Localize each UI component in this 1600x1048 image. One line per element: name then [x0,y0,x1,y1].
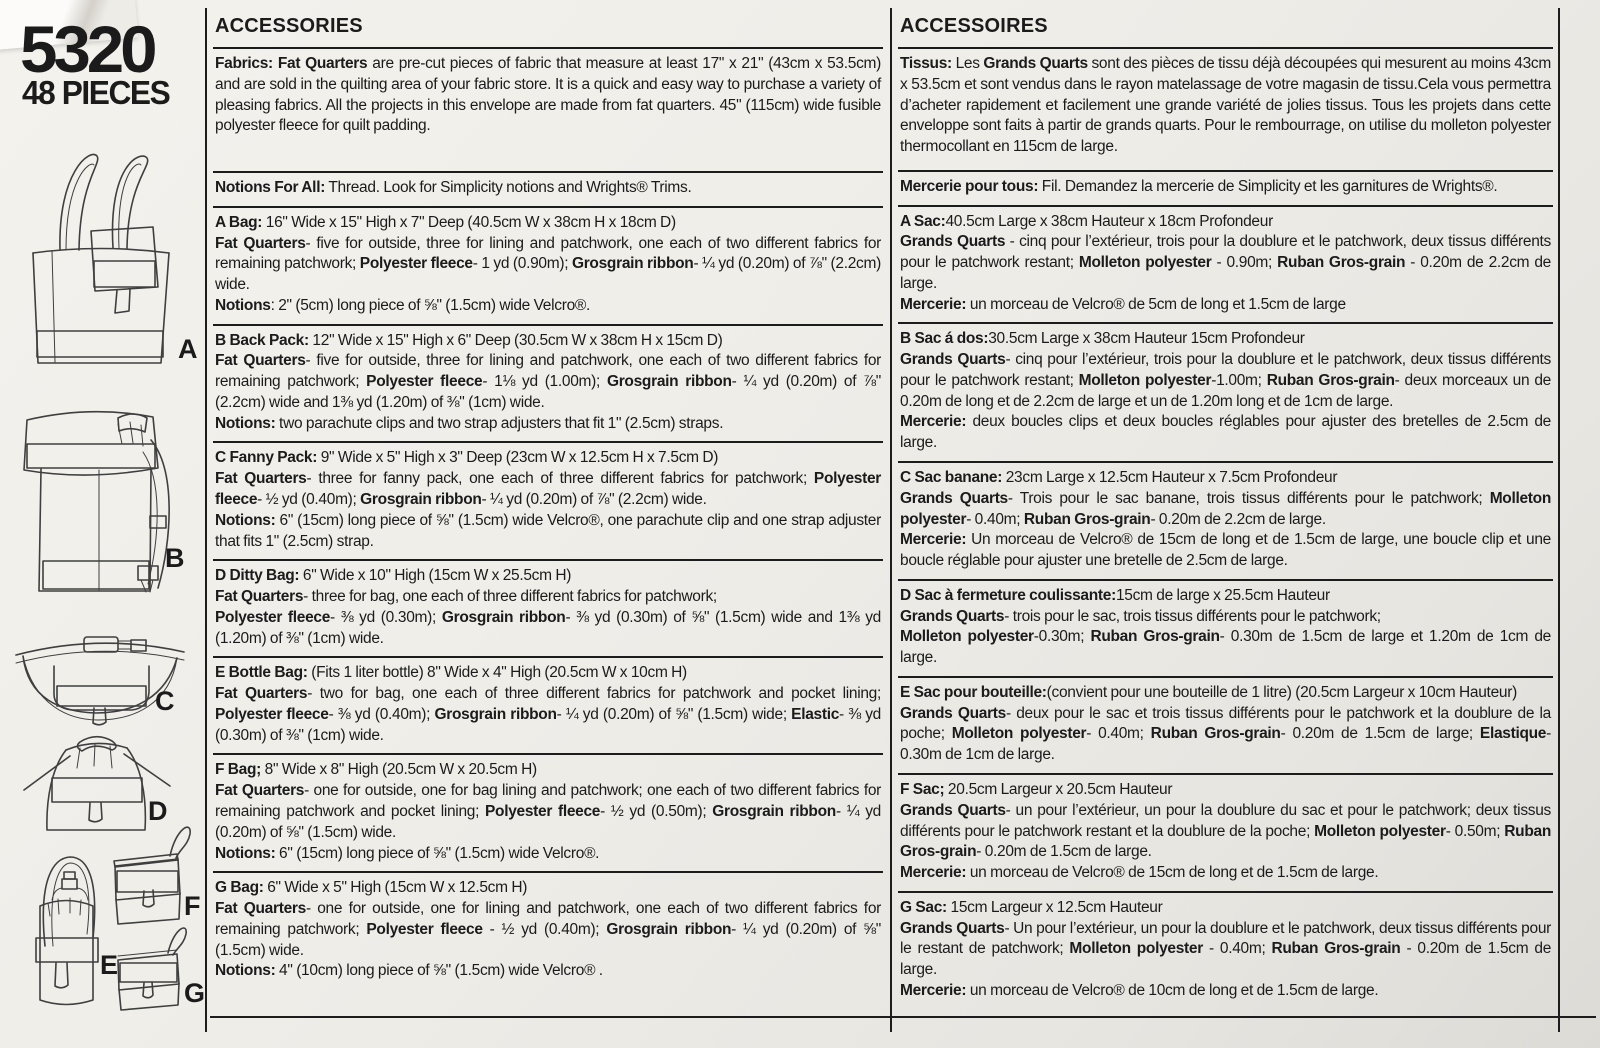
text-run: 16" Wide x 15" High x 7" Deep (40.5cm W x 38cm H x 18cm D) [262,213,676,231]
text-run: - two for bag, one each of three different fabrics for patchwork and pocket lining; [307,685,881,703]
text-run: - 1⅛ yd (1.00m); [482,373,607,391]
text-run: 20.5cm Largeur x 20.5cm Hauteur [944,780,1173,798]
bold-text-run: Ruban Gros-grain [1023,510,1151,528]
text-run: - cinq pour l’extérieur, trois pour la doublure et le patchwork, deux tissus différents pour le patchwork restant; [900,233,1551,272]
text-run: - 0.30m de 1cm de large. [900,725,1551,764]
paragraph [215,511,881,553]
bold-text-run: Grands Quarts [900,233,1006,251]
section-fabrics-intro [213,47,883,171]
paragraph [215,54,881,137]
text-run: Fil. Demandez la mercerie de Simplicity et les garnitures de Wrights®. [1038,177,1498,195]
figure-label-f: F [184,891,200,921]
text-run: - ½ yd (0.40m); [482,920,607,938]
bold-text-run: Polyester fleece [359,255,473,273]
bold-text-run: Fat Quarters [215,685,308,703]
paragraph [215,414,881,435]
bold-text-run: Ruban Gros-grain [1150,725,1281,743]
bag-e-sketch [36,857,98,1005]
section-e-sac-bouteille [898,676,1553,773]
bold-text-run: Polyester fleece [366,373,483,391]
section-notions-for-all [213,171,883,206]
paragraph [215,961,881,982]
text-run: - 0.50m; [1445,822,1505,840]
paragraph [215,331,881,352]
section-f-sac [898,773,1553,891]
section-mercerie-pour-tous [898,170,1553,205]
text-run: - 0.40m; [1086,725,1151,743]
text-run: - 0.20m de 2.2cm de large. [900,254,1551,292]
bold-text-run: Grosgrain ribbon [606,920,732,938]
bold-text-run: Grosgrain ribbon [360,491,482,509]
bold-text-run: F Bag; [215,761,262,779]
bold-text-run: Ruban Gros-grain [900,822,1551,861]
text-run: - trois pour le sac, trois tissus différents pour le patchwork; [1004,607,1381,625]
bold-text-run: A Sac: [900,212,946,230]
bold-text-run: Molleton polyester [900,489,1551,528]
figure-label-g: G [184,978,205,1008]
text-run: - Un pour l’extérieur, un pour la doublure et le patchwork, deux tissus différents pour le restant de patchwork; [900,919,1551,958]
text-run: 6" Wide x 10" High (15cm W x 25.5cm H) [299,567,572,585]
text-run: - ⅜ yd (0.30m) of ⅝" (1.5cm) wide and 1⅜ yd (1.20m) of ⅜" (1cm) wide. [215,608,881,647]
text-run: (Fits 1 liter bottle) 8" Wide x 4" High (20.5cm W x 10cm H) [307,664,687,682]
text-run: 9" Wide x 5" High x 3" Deep (23cm W x 12.5cm H x 7.5cm D) [317,449,719,467]
paragraph [215,469,881,511]
french-column-header: ACCESSOIRES [900,15,1048,37]
paragraph [215,608,881,650]
bold-text-run: Molleton polyester [1078,371,1212,389]
bold-text-run: Mercerie: [900,981,967,999]
paragraph [900,177,1551,198]
bold-text-run: E Sac pour bouteille: [900,683,1047,701]
paragraph [215,234,881,296]
figure-label-d: D [148,796,167,826]
figure-label-c: C [155,686,174,716]
text-run: - 0.30m de 1.5cm de large et 1.20m de 1cm de large. [900,628,1551,667]
bold-text-run: E Bottle Bag: [215,664,308,682]
paragraph [900,212,1551,233]
text-run: are pre-cut pieces of fabric that measure at least 17" x 21" (43cm x 53.5cm) and are sold in the quilting area of your fabric store. It is a quick and easy way to purchase a variety of pleasing fabrics. All the projects in this envelope are made from fat quarters. 45" (115cm) wide fusible polyester fleece for quilt padding. [215,55,882,135]
section-e-bottle-bag [213,656,883,753]
text-run: 12" Wide x 15" High x 6" Deep (30.5cm W x 38cm H x 15cm D) [308,331,723,349]
text-run: 6" (15cm) long piece of ⅝" (1.5cm) wide Velcro®, one parachute clip and one strap adjuster that fits 1" (2.5cm) strap. [215,511,881,550]
section-c-sac-banane [898,461,1553,579]
bold-text-run: Grands Quarts [900,489,1008,507]
paragraph [900,295,1551,316]
paragraph [900,329,1551,350]
text-run: 4" (10cm) long piece of ⅝" (1.5cm) wide Velcro® . [275,962,603,980]
paragraph [215,760,881,781]
bottom-rule [210,1016,1596,1018]
bold-text-run: C Sac banane: [900,469,1003,487]
bold-text-run: F Sac; [900,780,945,798]
paragraph [900,627,1551,669]
bold-text-run: Grosgrain ribbon [606,373,732,391]
paragraph [900,919,1551,981]
text-run: deux boucles clips et deux boucles réglables pour ajuster des bretelles de 2.5cm de large. [900,413,1551,452]
bold-text-run: Notions: [215,962,276,980]
bold-text-run: Grands Quarts [900,919,1005,937]
text-run: - one for outside, one for bag lining and patchwork; one each of two different fabrics for remaining patchwork and pocket lining; [215,782,882,820]
paragraph [215,899,881,961]
text-run: - ¼ yd (0.20m) of ⅝" (1.5cm) wide. [215,920,881,959]
text-run: -0.30m; [1033,628,1091,646]
paragraph [215,684,881,746]
text-run: -1.00m; [1211,371,1267,389]
section-g-sac [898,891,1553,1009]
text-run: - ½ yd (0.40m); [257,491,361,509]
figure-label-b: B [165,543,184,573]
section-a-bag [213,206,883,324]
text-run: 23cm Large x 12.5cm Hauteur x 7.5cm Profondeur [1002,469,1338,487]
text-run: 15cm de large x 25.5cm Hauteur [1115,586,1330,604]
text-run: - ¼ yd (0.20m) of ⅞" (2.2cm) wide. [215,255,881,294]
bold-text-run: Fat Quarters [215,352,306,370]
bold-text-run: Ruban Gros-grain [1266,371,1395,389]
section-b-back-pack [213,324,883,442]
text-run: - 0.20m de 2.2cm de large. [1150,510,1326,528]
section-tissus-intro [898,47,1553,170]
text-run: - deux pour le sac et trois tissus différents pour le patchwork et la doublure de la poche; [900,704,1551,743]
english-column-header: ACCESSORIES [215,15,363,37]
figure-label-e: E [100,950,118,980]
bold-text-run: Polyester fleece [215,705,329,723]
paragraph [900,863,1551,884]
bold-text-run: Molleton polyester [1314,822,1446,840]
bold-text-run: Ruban Gros-grain [1271,940,1401,958]
text-run: 8" Wide x 8" High (20.5cm W x 20.5cm H) [261,761,537,779]
text-run: 30.5cm Large x 38cm Hauteur 15cm Profondeur [988,330,1305,348]
text-run: - ½ yd (0.50m); [600,802,713,820]
bold-text-run: Grands Quarts [900,801,1006,819]
bold-text-run: Elastic [791,705,840,723]
text-run: - ¼ yd (0.20m) of ⅝" (1.5cm) wide. [215,802,881,841]
bold-text-run: Tissus: [900,55,952,72]
text-run: 40.5cm Large x 38cm Hauteur x 18cm Profondeur [945,212,1273,230]
bold-text-run: Polyester fleece [215,470,881,509]
paragraph [900,981,1551,1002]
bold-text-run: Elastique [1479,725,1547,743]
paragraph [900,801,1551,863]
bold-text-run: Ruban Gros-grain [1090,628,1220,646]
text-run: 15cm Largeur x 12.5cm Hauteur [946,898,1163,916]
section-c-fanny-pack [213,441,883,559]
text-run: sont des pièces de tissu déjà découpées qui mesurent au moins 43cm x 53.5cm et sont vendus dans le rayon matelassage de votre magasin de tissu.Cela vous permettra d’acheter rapidement et facilement une grande variété de jolies tissus. Tous les projets dans cette enveloppe sont faits à partir de grands quarts. Pour le rembourrage, on utilise du molleton polyester thermocollant en 115cm de large. [900,55,1551,156]
bold-text-run: Molleton polyester [1069,940,1203,958]
paragraph [215,781,881,843]
french-column [898,6,1553,1009]
bold-text-run: Mercerie: [900,531,967,549]
bold-text-run: B Sac á dos: [900,330,989,348]
bold-text-run: D Sac à fermeture coulissante: [900,586,1116,604]
bold-text-run: Ruban Gros-grain [1277,254,1406,272]
bag-illustrations-column [0,0,205,1048]
bold-text-run: Grands Quarts [900,351,1006,369]
bold-text-run: Polyester fleece [484,802,601,820]
text-run: - deux morceaux un de 0.20m de long et de 2.2cm de large et un de 1.20m long et de 1cm de large. [900,371,1551,410]
bag-b-sketch [24,412,169,592]
text-run: - un pour l’extérieur, un pour la doublure du sac et pour le patchwork; deux tissus différents pour le patchwork restant et la doublure de la poche; [900,801,1551,840]
section-d-ditty-bag [213,559,883,656]
paragraph [900,898,1551,919]
bold-text-run: C Fanny Pack: [215,449,318,467]
text-run: - five for outside, three for lining and patchwork, one each of two different fabrics for remaining patchwork; [215,234,882,273]
bold-text-run: Grosgrain ribbon [571,255,694,273]
paragraph [900,489,1551,531]
bold-text-run: Mercerie pour tous: [900,177,1039,195]
bold-text-run: Mercerie: [900,864,967,882]
text-run: - five for outside, three for lining and patchwork, one each of two different fabrics for remaining patchwork; [215,352,882,391]
bold-text-run: G Sac: [900,898,947,916]
section-b-sac-a-dos [898,322,1553,461]
bold-text-run: Grands Quarts [900,607,1005,625]
bold-text-run: Fat Quarters [215,234,306,252]
bold-text-run: Notions: [215,511,276,529]
bold-text-run: Fat Quarters [215,900,306,918]
text-run: - 1 yd (0.90m); [472,255,572,273]
paragraph [900,350,1551,412]
text-run: - Trois pour le sac banane, trois tissus différents pour le patchwork; [1007,489,1490,507]
bold-text-run: Mercerie: [900,295,967,313]
paragraph [215,587,881,608]
paragraph [215,878,881,899]
column-divider-left [205,8,207,1032]
text-run: - 0.20m de 1.5cm de large. [900,940,1552,979]
figure-label-a: A [178,334,197,364]
text-run: 6" Wide x 5" High (15cm W x 12.5cm H) [263,879,528,897]
paragraph [900,530,1551,572]
text-run: : 2" (5cm) long piece of ⅝" (1.5cm) wide Velcro®. [270,296,591,314]
section-f-bag [213,753,883,871]
text-run: two parachute clips and two strap adjusters that fit 1" (2.5cm) straps. [275,414,724,432]
pattern-number: 5320 [20,12,154,86]
text-run: Un morceau de Velcro® de 15cm de long et de 1.5cm de large, une boucle clip et une boucle réglable pour ajuster une bretelle de 2.5cm de large. [900,531,1551,570]
paragraph [900,683,1551,704]
section-d-sac-fermeture [898,579,1553,676]
bold-text-run: Fabrics: Fat Quarters [215,55,368,72]
bold-text-run: Grosgrain ribbon [712,802,836,820]
section-a-sac [898,205,1553,323]
pieces-count-label: 48 PIECES [22,74,170,111]
bold-text-run: Fat Quarters [215,782,305,800]
paragraph [900,704,1551,766]
bold-text-run: A Bag: [215,213,263,231]
paragraph [215,296,881,317]
bold-text-run: Molleton polyester [951,725,1087,743]
paragraph [900,607,1551,628]
text-run: - cinq pour l’extérieur, trois pour la doublure et le patchwork, deux tissus différents pour le patchwork restant; [900,351,1551,389]
paragraph [215,351,881,413]
bag-a-sketch [33,155,169,363]
paragraph [900,586,1551,607]
bold-text-run: Grands Quarts [900,704,1006,722]
text-run: - ¼ yd (0.20m) of ⅞" (2.2cm) wide. [481,491,707,509]
text-run: - 0.40m; [966,510,1024,528]
text-run: - 0.20m de 1.5cm de large; [1280,725,1480,743]
paragraph [215,844,881,865]
bold-text-run: Notions For All: [215,179,326,197]
bold-text-run: Mercerie: [900,413,967,431]
paragraph [215,178,881,199]
text-run: Les [951,55,984,72]
column-divider-right [1558,8,1560,1032]
paragraph [900,780,1551,801]
text-run: - ⅜ yd (0.40m); [328,705,435,723]
english-column [213,6,883,989]
text-run: un morceau de Velcro® de 10cm de long et de 1.5cm de large. [966,981,1379,999]
bold-text-run: Polyester fleece [215,608,331,626]
bold-text-run: D Ditty Bag: [215,567,300,585]
column-divider-middle [890,8,892,1032]
paragraph [900,232,1551,294]
paragraph [900,54,1551,158]
text-run: - 0.40m; [1202,940,1272,958]
paragraph [215,566,881,587]
section-g-bag [213,871,883,989]
text-run: - one for outside, one for lining and patchwork, one each of two different fabrics for remaining patchwork; [215,900,881,938]
text-run: - ⅜ yd (0.30m) of ⅜" (1cm) wide. [215,705,881,744]
text-run: - ¼ yd (0.20m) of ⅞" (2.2cm) wide and 1⅜ yd (1.20m) of ⅜" (1cm) wide. [215,373,881,411]
bag-line-drawings [0,0,205,1048]
bold-text-run: Notions [215,296,271,314]
text-run: 6" (15cm) long piece of ⅝" (1.5cm) wide Velcro®. [275,844,600,862]
paragraph [215,663,881,684]
paragraph [900,412,1551,454]
bold-text-run: G Bag: [215,879,264,897]
paragraph [215,448,881,469]
text-run: Thread. Look for Simplicity notions and Wrights® Trims. [325,179,692,197]
bold-text-run: Grosgrain ribbon [434,705,557,723]
text-run: (convient pour une bouteille de 1 litre) (20.5cm Largeur x 10cm Hauteur) [1046,683,1517,701]
text-run: - 0.20m de 1.5cm de large. [976,843,1152,861]
text-run: un morceau de Velcro® de 5cm de long et 1.5cm de large [966,295,1346,313]
bold-text-run: Molleton polyester [900,628,1034,646]
bold-text-run: Grosgrain ribbon [441,608,566,626]
bag-g-sketch [118,928,186,1010]
bold-text-run: Polyester fleece [366,920,483,938]
bold-text-run: Molleton polyester [1078,254,1212,272]
paragraph [900,468,1551,489]
text-run: - ⅜ yd (0.30m); [330,608,442,626]
bold-text-run: B Back Pack: [215,331,309,349]
text-run: - three for fanny pack, one each of three different fabrics for patchwork; [306,470,814,488]
bold-text-run: Notions: [215,414,276,432]
bold-text-run: Notions: [215,844,276,862]
bold-text-run: Grands Quarts [983,55,1088,72]
text-run: - three for bag, one each of three different fabrics for patchwork; [303,588,717,606]
text-run: - ¼ yd (0.20m) of ⅝" (1.5cm) wide; [556,705,792,723]
text-run: - 0.90m; [1211,254,1278,272]
paragraph [215,213,881,234]
bag-f-sketch [114,827,190,924]
bold-text-run: Fat Quarters [215,588,304,606]
text-run: un morceau de Velcro® de 15cm de long et de 1.5cm de large. [966,864,1379,882]
bold-text-run: Fat Quarters [215,470,307,488]
